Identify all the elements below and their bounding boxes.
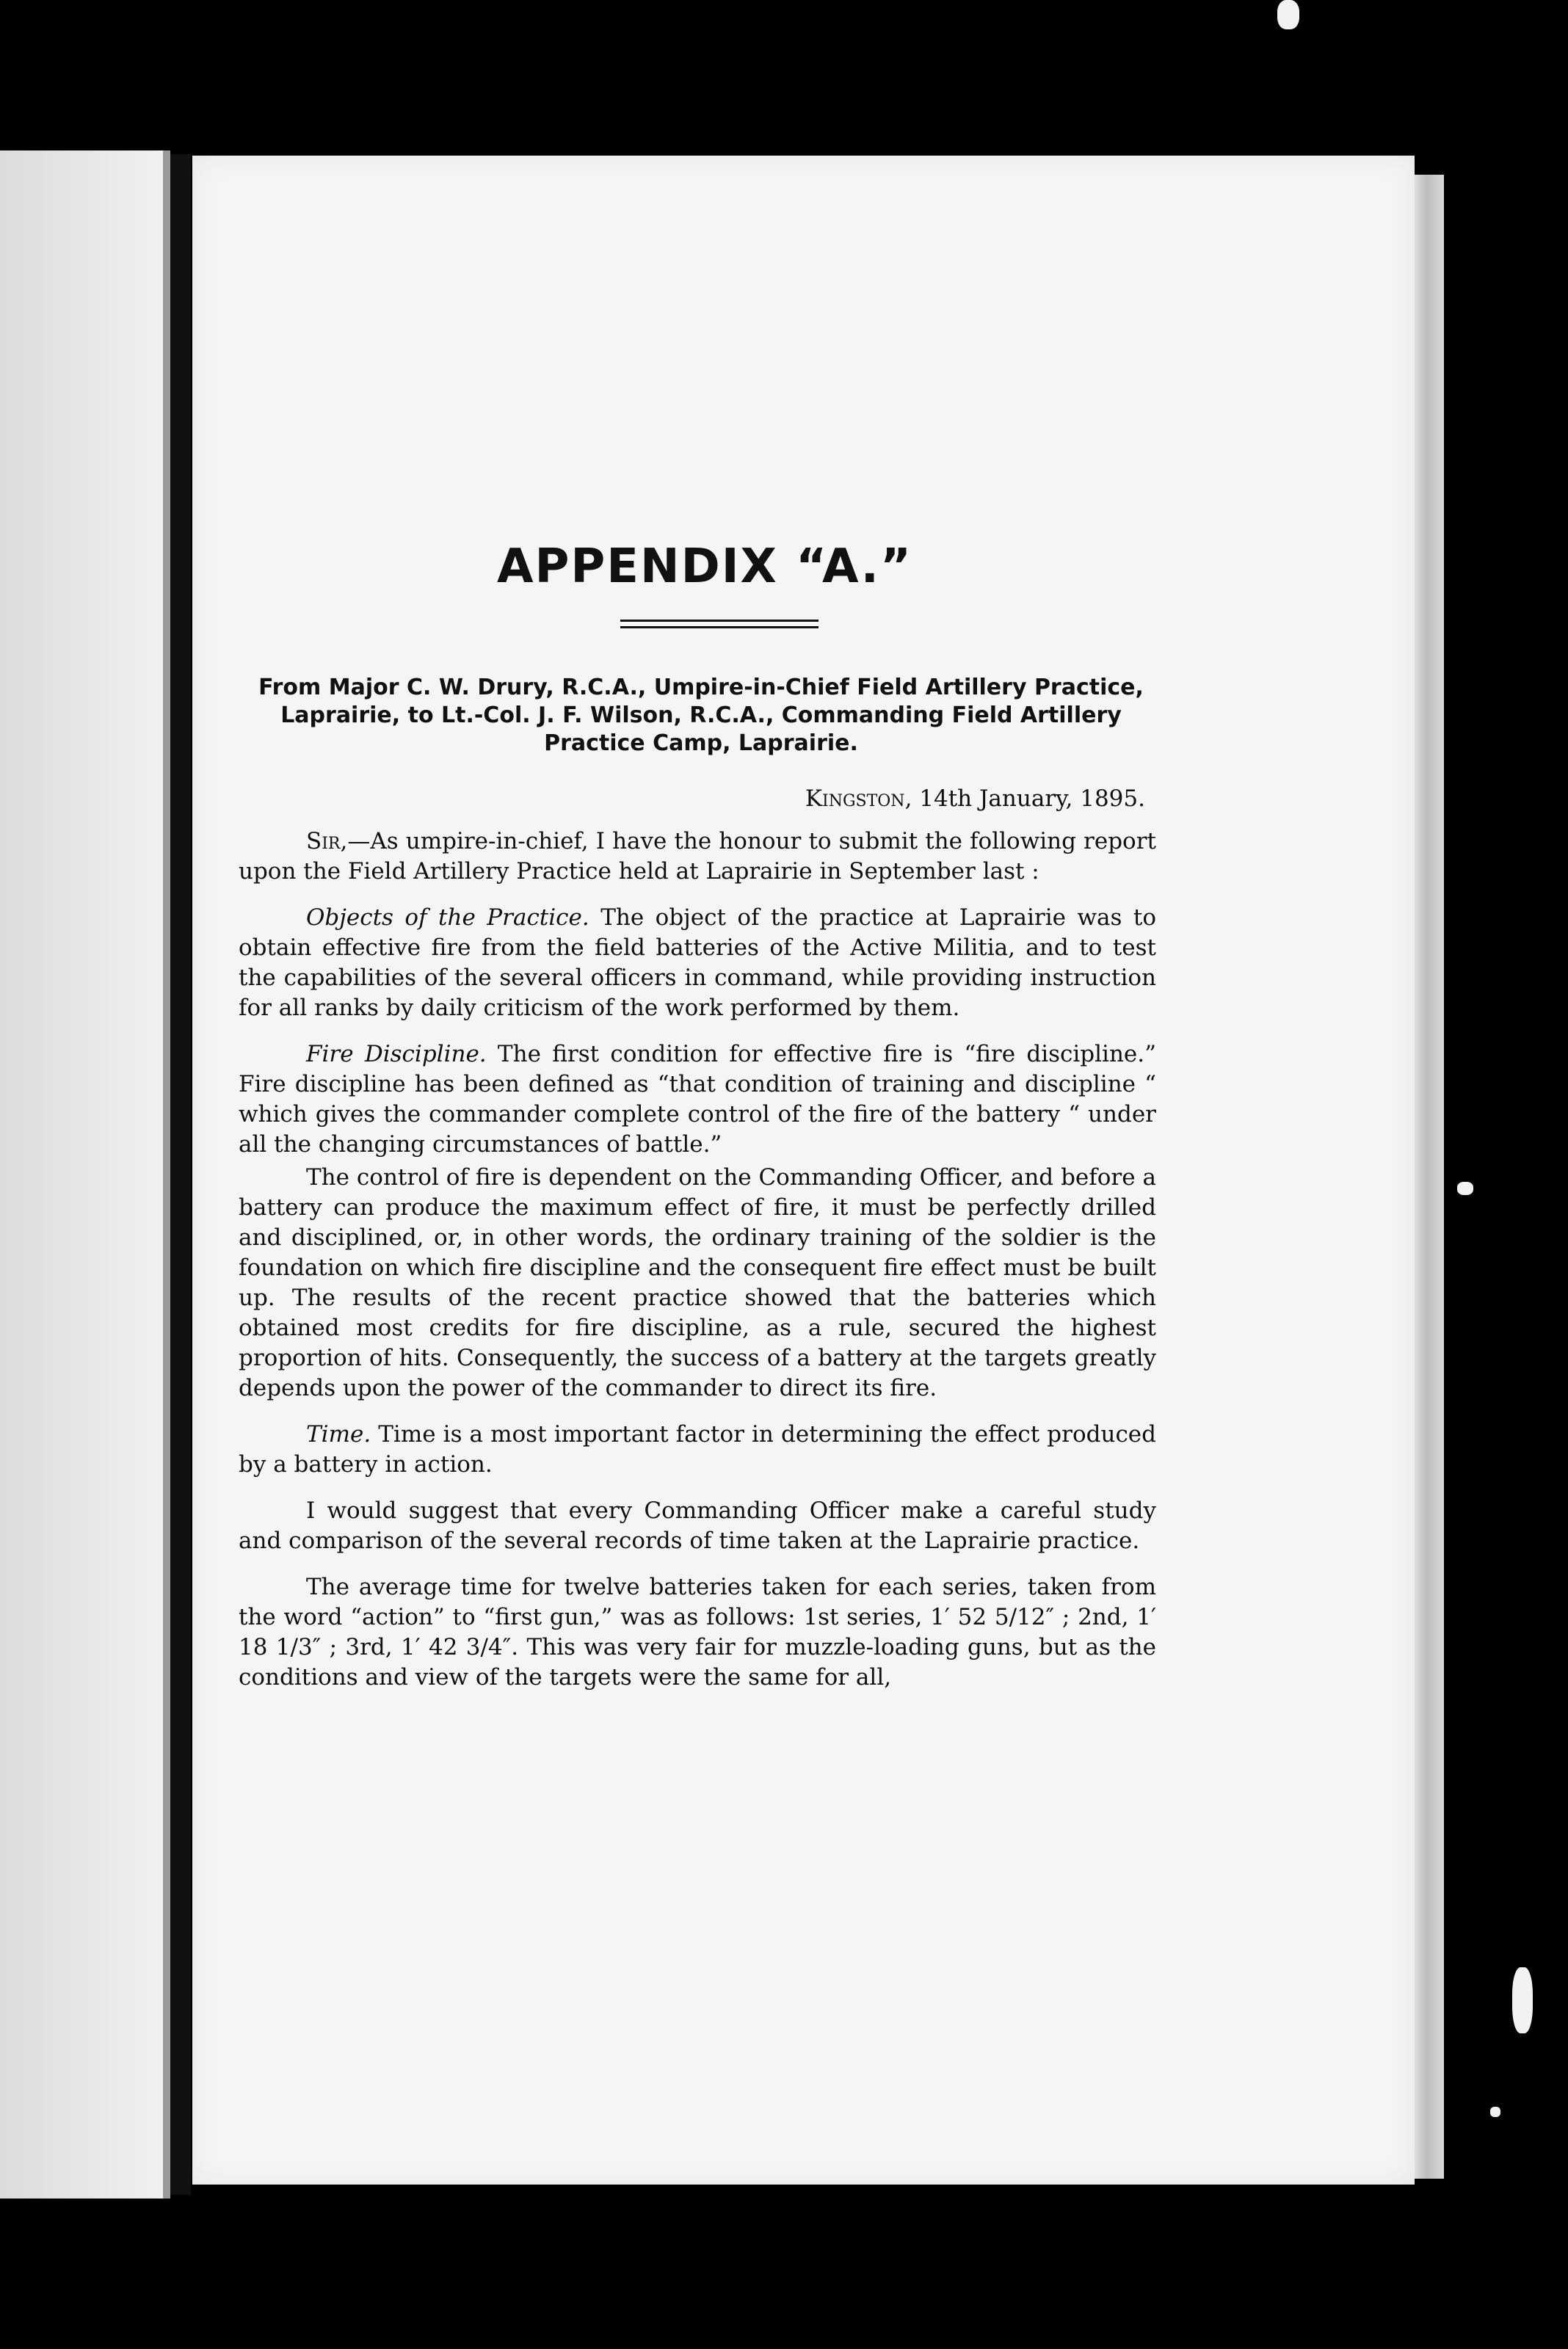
paragraph-time bbox=[239, 1420, 1156, 1480]
paragraph-salutation bbox=[239, 827, 1156, 887]
section-lead-time: Time. bbox=[306, 1421, 371, 1448]
dateline bbox=[239, 784, 1145, 813]
dust-speck bbox=[1457, 1182, 1473, 1195]
paragraph-text: The control of fire is dependent on the Commanding Officer, and before a battery can produce the maximum effect of fire, it must be perfectly drilled and disciplined, or, in other words, the ordinary training of the soldier is the foundation on which fire discipline and the consequent fire effect must be built up. The results of the recent practice showed that the batteries which obtained most credits for fire discipline, as a rule, secured the highest proportion of hits. Consequently, the success of a battery at the targets greatly depends upon the power of the commander to direct its fire. bbox=[239, 1164, 1156, 1401]
previous-page bbox=[0, 150, 163, 2199]
paragraph-suggestion bbox=[239, 1496, 1156, 1556]
page-content bbox=[239, 540, 1156, 1709]
letter-heading: From Major C. W. Drury, R.C.A., Umpire-in-Chief Field Artillery Practice, Laprairie, to Lt.-Col. J. F. Wilson, R.C.A., Commanding Field Artillery Practice Camp, Laprairie. bbox=[258, 675, 1144, 756]
previous-page-edge bbox=[163, 150, 170, 2199]
paragraph-text: I would suggest that every Commanding Officer make a careful study and comparison of the several records of time taken at the Laprairie practice. bbox=[239, 1497, 1156, 1554]
section-lead-objects: Objects of the Practice. bbox=[306, 904, 589, 931]
dust-speck bbox=[1277, 0, 1299, 29]
dust-speck bbox=[1490, 2107, 1500, 2117]
paragraph-average-time bbox=[239, 1572, 1156, 1693]
appendix-title: APPENDIX “A.” bbox=[496, 540, 913, 594]
paragraph-text: The object of the practice at Laprairie was to obtain effective fire from the field batteries of the Active Militia, and to test the capabilities of the several officers in command, while providing instruction for all ranks by daily criticism of the work performed by them. bbox=[239, 904, 1156, 1021]
paragraph-fire-discipline bbox=[239, 1039, 1156, 1160]
title-double-rule bbox=[620, 620, 819, 628]
dateline-date: , 14th January, 1895. bbox=[904, 785, 1145, 812]
section-lead-fire-discipline: Fire Discipline. bbox=[306, 1041, 487, 1067]
paragraph-text: ,—As umpire-in-chief, I have the honour to submit the following report upon the Field Artillery Practice held at Laprairie in September last : bbox=[239, 828, 1156, 885]
paragraph-text: The first condition for effective fire is “fire discipline.” Fire discipline has been defined as “that condition of training and discipline “ which gives the commander complete control of the fire of the battery “ under all the changing circumstances of battle.” bbox=[239, 1041, 1156, 1158]
salutation-lead: Sir bbox=[306, 828, 341, 854]
book-gutter bbox=[170, 154, 191, 2195]
page-stack-edge bbox=[1415, 175, 1444, 2179]
dust-speck bbox=[1512, 1967, 1533, 2033]
paragraph-text: The average time for twelve batteries taken for each series, taken from the word “action” to “first gun,” was as follows: 1st series, 1′ 52 5/12″ ; 2nd, 1′ 18 1/3″ ; 3rd, 1′ 42 3/4″. This was very fair for muzzle-loading guns, but as the conditions and view of the targets were the same for all, bbox=[239, 1574, 1156, 1691]
dateline-place: Kingston bbox=[805, 785, 905, 812]
paragraph-text: Time is a most important factor in determining the effect produced by a battery in action. bbox=[239, 1421, 1156, 1478]
paragraph-objects bbox=[239, 903, 1156, 1023]
paragraph-control-of-fire bbox=[239, 1163, 1156, 1404]
